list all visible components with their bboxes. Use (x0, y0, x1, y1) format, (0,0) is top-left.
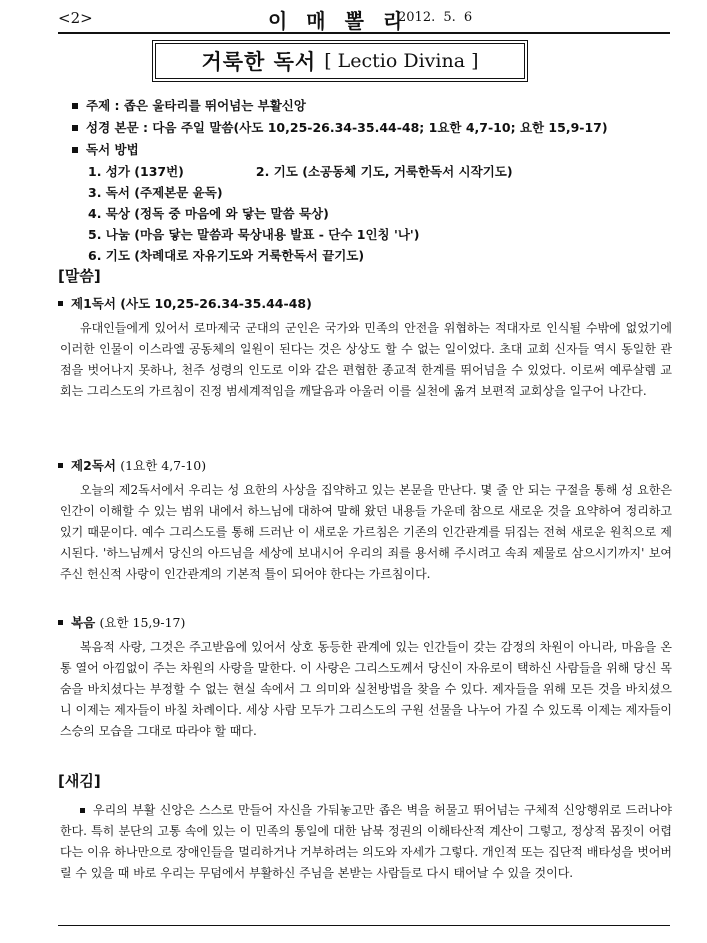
step-item: 3. 독서 (주제본문 윤독) (88, 185, 223, 200)
reading2-label: 제2독서 (71, 458, 116, 473)
square-bullet-icon (72, 125, 78, 131)
theme-text: 주제 : 좁은 울타리를 뛰어넘는 부활신앙 (86, 98, 306, 113)
method-steps (88, 161, 672, 266)
square-bullet-icon (58, 301, 63, 306)
step-item: 5. 나눔 (마음 닿는 말씀과 묵상내용 발표 - 단수 1인칭 '나') (88, 227, 420, 242)
square-bullet-icon (58, 620, 63, 625)
square-bullet-icon (72, 103, 78, 109)
header-rule (58, 32, 670, 34)
square-bullet-icon (72, 147, 78, 153)
scripture-text: 성경 본문 : 다음 주일 말씀(사도 10,25-26.34-35.44-48; 1요한 4,7-10; 요한 15,9-17) (86, 120, 608, 135)
reading1-heading (58, 294, 312, 312)
step-item: 1. 성가 (137번) (88, 164, 184, 179)
section-heading-reflection: [새김] (58, 772, 101, 790)
gospel-text: 복음적 사랑, 그것은 주고받음에 있어서 상호 동등한 관계에 있는 인간들이 갖는 감정의 차원이 아니라, 마음을 온통 열어 아낌없이 주는 차원의 사랑을 말한다. 이 사랑은 그리스도께서 당신이 자유로이 택하신 사람들을 위해 당신 목숨을 바치셨다는 부정할 수 없는 현실 속에서 그 의미와 실천방법을 찾을 수 있다. 제자들을 위해 모든 것을 바치셨으니 이제는 제자들이 바칠 차례이다. 세상 사람 모두가 그리스도의 구원 선물을 나누어 가질 수 있도록 이제는 제자들이 스승의 모습을 그대로 따라야 할 때다. (60, 640, 672, 738)
issue-date: 2012. 5. 6 (398, 10, 473, 25)
page-title-latin: [ Lectio Divina ] (324, 50, 479, 72)
reading2-text: 오늘의 제2독서에서 우리는 성 요한의 사상을 집약하고 있는 본문을 만난다. 몇 줄 안 되는 구절을 통해 성 요한은 인간이 이해할 수 있는 범위 내에서 하느님에 대하여 말해 왔던 내용들 가운데 참으로 새로운 것을 요약하여 정리하고 있기 때문이다. 예수 그리스도를 통해 드러난 이 새로운 가르침은 기존의 인간관계를 뒤집는 전혀 새로운 원칙으로 제시된다. '하느님께서 당신의 아드님을 세상에 보내시어 우리의 죄를 용서해 주시려고 속죄 제물로 삼으시기까지' 보여 주신 헌신적 사랑이 인간관계의 기본적 틀이 되어야 한다는 가르침이다. (60, 483, 672, 581)
step-row (88, 245, 672, 266)
step-item: 4. 묵상 (정독 중 마음에 와 닿는 말씀 묵상) (88, 206, 329, 221)
reflection-body: 우리의 부활 신앙은 스스로 만들어 자신을 가둬놓고만 좁은 벽을 허물고 뛰어넘는 구체적 신앙행위로 드러나야 한다. 특히 분단의 고통 속에 있는 이 민족의 통일에 대한 남북 정권의 이해타산적 계산이 그렇고, 정상적 몸짓이 어렵다는 이유 하나만으로 장애인들을 멀리하거나 거부하려는 의도와 자세가 그렇다. 개인적 또는 집단적 배타성을 벗어버릴 수 있을 때 바로 우리는 무덤에서 부활하신 주님을 본받는 사람들로 다시 태어날 수 있을 것이다. (60, 803, 672, 880)
title-box (155, 43, 525, 79)
step-item: 2. 기도 (소공동체 기도, 거룩한독서 시작기도) (255, 164, 513, 179)
gospel-label: 복음 (71, 615, 96, 630)
page-title: 거룩한 독서 (201, 50, 317, 74)
reading-info (72, 95, 672, 266)
scripture-row (72, 117, 672, 139)
reading2-ref: (1요한 4,7-10) (120, 458, 207, 473)
square-bullet-icon (80, 808, 85, 813)
method-label: 독서 방법 (86, 142, 139, 157)
theme-row (72, 95, 672, 117)
gospel-heading (58, 613, 185, 631)
footer-rule (58, 925, 670, 926)
page-number: <2> (58, 9, 93, 27)
reading2-heading (58, 456, 206, 474)
gospel-ref: (요한 15,9-17) (99, 615, 186, 630)
step-row (88, 224, 672, 245)
step-row (88, 203, 672, 224)
step-row (88, 182, 672, 203)
step-row (88, 161, 672, 182)
method-row (72, 139, 672, 161)
reflection-text (60, 800, 672, 884)
step-item: 6. 기도 (차례대로 자유기도와 거룩한독서 끝기도) (88, 248, 365, 263)
reading1-label: 제1독서 (71, 296, 116, 311)
reading1-ref: (사도 10,25-26.34-35.44-48) (120, 296, 312, 311)
reading1-text: 유대인들에게 있어서 로마제국 군대의 군인은 국가와 민족의 안전을 위협하는 적대자로 인식될 수밖에 없었기에 이러한 인물이 이스라엘 공동체의 일원이 된다는 것은 상상도 할 수 없는 일이었다. 초대 교회 신자들 역시 동일한 관점을 벗어나지 못하나, 천주 성령의 인도로 이와 같은 편협한 종교적 한계를 뛰어넘을 수 있었다. 이로써 예루살렘 교회는 그리스도의 가르침이 진정 범세계적임을 깨달음과 아울러 이를 실천에 옮겨 보편적 교회상을 일구어 나간다. (60, 321, 672, 398)
bulletin-header (58, 4, 670, 32)
section-heading-word: [말씀] (58, 267, 101, 285)
square-bullet-icon (58, 463, 63, 468)
parish-name: 이 매 뽈 리 (268, 9, 409, 33)
